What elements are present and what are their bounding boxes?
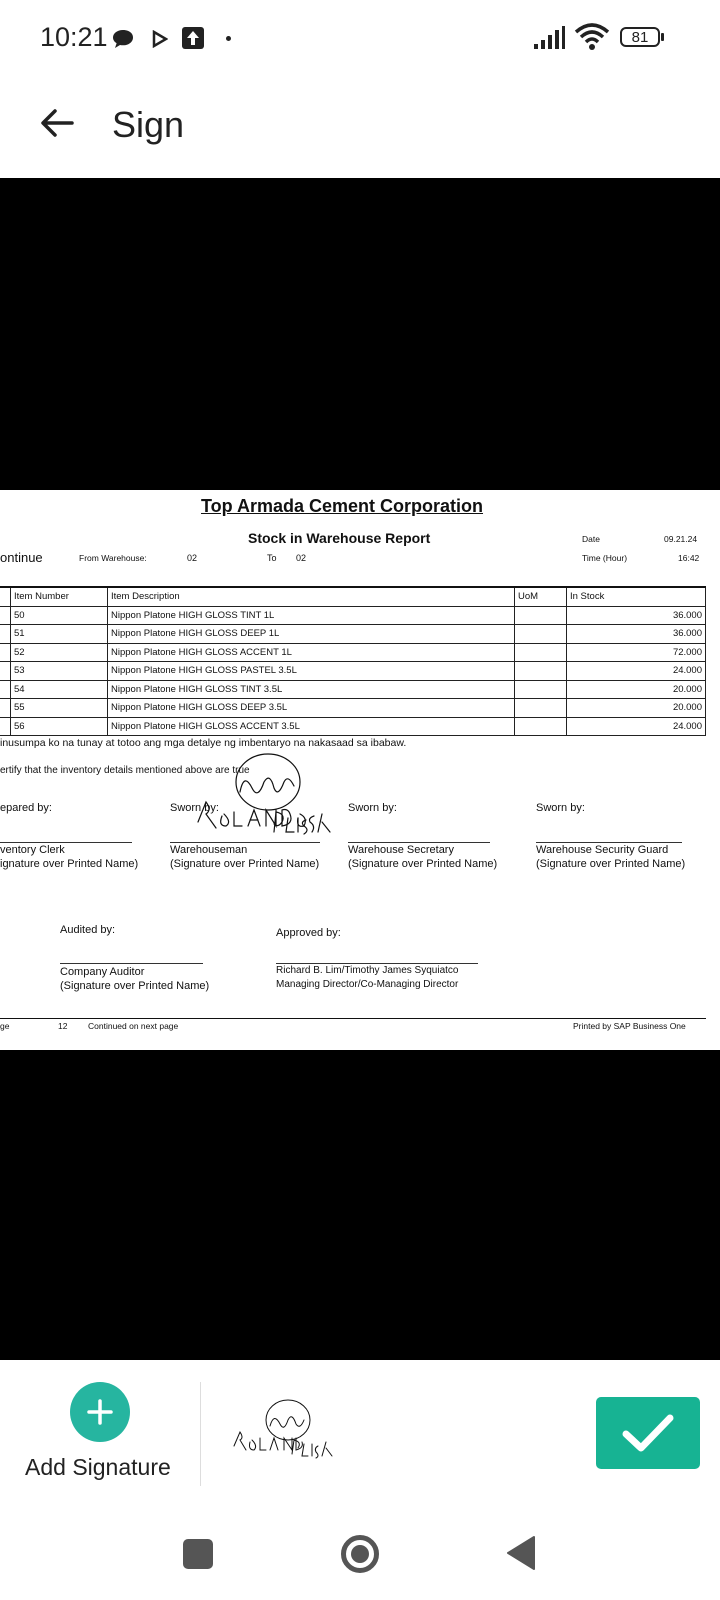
report-title: Stock in Warehouse Report <box>248 530 431 546</box>
saved-signature-thumbnail[interactable] <box>232 1398 342 1460</box>
item-description: Nippon Platone HIGH GLOSS TINT 1L <box>108 606 515 625</box>
item-uom <box>515 662 567 681</box>
item-uom <box>515 699 567 718</box>
item-number: 51 <box>11 625 108 644</box>
date-label: Date <box>582 534 600 544</box>
time-label: Time (Hour) <box>582 553 628 563</box>
item-uom <box>515 643 567 662</box>
warehouseman-note: (Signature over Printed Name) <box>170 858 320 870</box>
footer-page-number: 12 <box>58 1021 68 1031</box>
oath-english: ertify that the inventory details mentioned above are true <box>0 765 250 776</box>
auditor-role: Company Auditor <box>60 966 145 978</box>
signal-icon <box>532 26 566 50</box>
item-uom <box>515 606 567 625</box>
warehouse-secretary-note: (Signature over Printed Name) <box>348 858 498 870</box>
signature-line <box>60 963 203 964</box>
prepared-by-label: epared by: <box>0 802 52 814</box>
item-description: Nippon Platone HIGH GLOSS TINT 3.5L <box>108 680 515 699</box>
item-number: 56 <box>11 717 108 736</box>
item-number: 54 <box>11 680 108 699</box>
confirm-button[interactable] <box>596 1397 700 1469</box>
item-description: Nippon Platone HIGH GLOSS PASTEL 3.5L <box>108 662 515 681</box>
item-stock: 24.000 <box>567 662 706 681</box>
table-row <box>0 662 706 681</box>
table-header-cell: In Stock <box>567 587 706 606</box>
toolbar-divider <box>200 1382 201 1486</box>
warehouseman-role: Warehouseman <box>170 844 248 856</box>
item-stock: 20.000 <box>567 680 706 699</box>
battery-level: 81 <box>631 28 649 46</box>
chat-bubble-icon <box>112 28 134 50</box>
signature-line <box>536 842 682 843</box>
table-header-cell: Item Number <box>11 587 108 606</box>
from-warehouse-value: 02 <box>187 553 198 563</box>
footer-printed-by: Printed by SAP Business One <box>573 1021 686 1031</box>
sworn-by-label: Sworn by: <box>536 802 585 814</box>
approver-names: Richard B. Lim/Timothy James Syquiatco <box>276 965 459 976</box>
item-description: Nippon Platone HIGH GLOSS ACCENT 1L <box>108 643 515 662</box>
upload-icon <box>182 27 204 49</box>
placed-signature[interactable] <box>178 752 338 842</box>
to-label: To <box>267 553 277 563</box>
item-number: 50 <box>11 606 108 625</box>
page-title: Sign <box>112 104 185 145</box>
date-value: 09.21.24 <box>664 534 698 544</box>
item-number: 52 <box>11 643 108 662</box>
table-row <box>0 717 706 736</box>
audited-by-label: Audited by: <box>60 924 116 936</box>
item-number: 53 <box>11 662 108 681</box>
play-store-icon <box>152 30 168 48</box>
status-time: 10:21 <box>40 22 108 52</box>
inventory-table <box>0 586 706 736</box>
item-stock: 24.000 <box>567 717 706 736</box>
triangle-back-icon[interactable] <box>506 1535 536 1571</box>
item-stock: 72.000 <box>567 643 706 662</box>
table-row <box>0 606 706 625</box>
table-header-cell: UoM <box>515 587 567 606</box>
battery-icon <box>620 27 660 47</box>
sworn-by-label: Sworn by: <box>348 802 397 814</box>
table-header <box>0 587 706 606</box>
item-description: Nippon Platone HIGH GLOSS DEEP 3.5L <box>108 699 515 718</box>
footer-page-label: ge <box>0 1021 10 1031</box>
wifi-icon <box>574 22 610 52</box>
add-signature-label[interactable]: Add Signature <box>25 1454 171 1480</box>
item-description: Nippon Platone HIGH GLOSS ACCENT 3.5L <box>108 717 515 736</box>
footer-continued: Continued on next page <box>88 1021 179 1031</box>
approver-role: Managing Director/Co-Managing Director <box>276 979 459 990</box>
from-warehouse-label: From Warehouse: <box>79 553 147 563</box>
home-dot <box>351 1545 369 1563</box>
document-page[interactable] <box>0 490 720 1050</box>
security-guard-note: (Signature over Printed Name) <box>536 858 686 870</box>
sworn-by-label: Sworn by: <box>170 802 219 814</box>
document-top-margin <box>0 178 720 490</box>
inventory-clerk-note: ignature over Printed Name) <box>0 858 139 870</box>
to-value: 02 <box>296 553 307 563</box>
item-description: Nippon Platone HIGH GLOSS DEEP 1L <box>108 625 515 644</box>
company-name: Top Armada Cement Corporation <box>201 496 484 516</box>
auditor-note: (Signature over Printed Name) <box>60 980 210 992</box>
signature-line <box>170 842 320 843</box>
status-bar <box>0 0 720 78</box>
footer-rule <box>0 1018 706 1019</box>
arrow-left-icon[interactable] <box>40 108 74 138</box>
security-guard-role: Warehouse Security Guard <box>536 844 669 856</box>
document-bottom-margin <box>0 1050 720 1360</box>
time-value: 16:42 <box>678 553 700 563</box>
add-signature-button[interactable] <box>70 1382 130 1442</box>
dot-icon <box>226 36 231 41</box>
oath-tagalog: inusumpa ko na tunay at totoo ang mga detalye ng imbentaryo na nakasaad sa ibabaw. <box>0 737 407 749</box>
table-header-cell: Item Description <box>108 587 515 606</box>
signature-line <box>0 842 132 843</box>
battery-tip <box>661 33 664 41</box>
inventory-clerk-role: ventory Clerk <box>0 844 65 856</box>
item-uom <box>515 717 567 736</box>
table-row <box>0 625 706 644</box>
item-stock: 36.000 <box>567 625 706 644</box>
table-row <box>0 699 706 718</box>
square-recents-icon[interactable] <box>183 1539 213 1569</box>
table-header-cell <box>0 587 11 606</box>
plus-icon <box>86 1398 114 1426</box>
item-number: 55 <box>11 699 108 718</box>
signature-line <box>348 842 490 843</box>
approved-by-label: Approved by: <box>276 927 341 939</box>
continue-label: ontinue <box>0 550 43 565</box>
item-uom <box>515 625 567 644</box>
checkmark-icon <box>621 1412 675 1454</box>
circle-home-icon[interactable] <box>341 1535 379 1573</box>
app-bar <box>0 78 720 178</box>
item-stock: 20.000 <box>567 699 706 718</box>
table-row <box>0 643 706 662</box>
item-uom <box>515 680 567 699</box>
warehouse-secretary-role: Warehouse Secretary <box>348 844 454 856</box>
signature-line <box>276 963 478 964</box>
item-stock: 36.000 <box>567 606 706 625</box>
table-row <box>0 680 706 699</box>
